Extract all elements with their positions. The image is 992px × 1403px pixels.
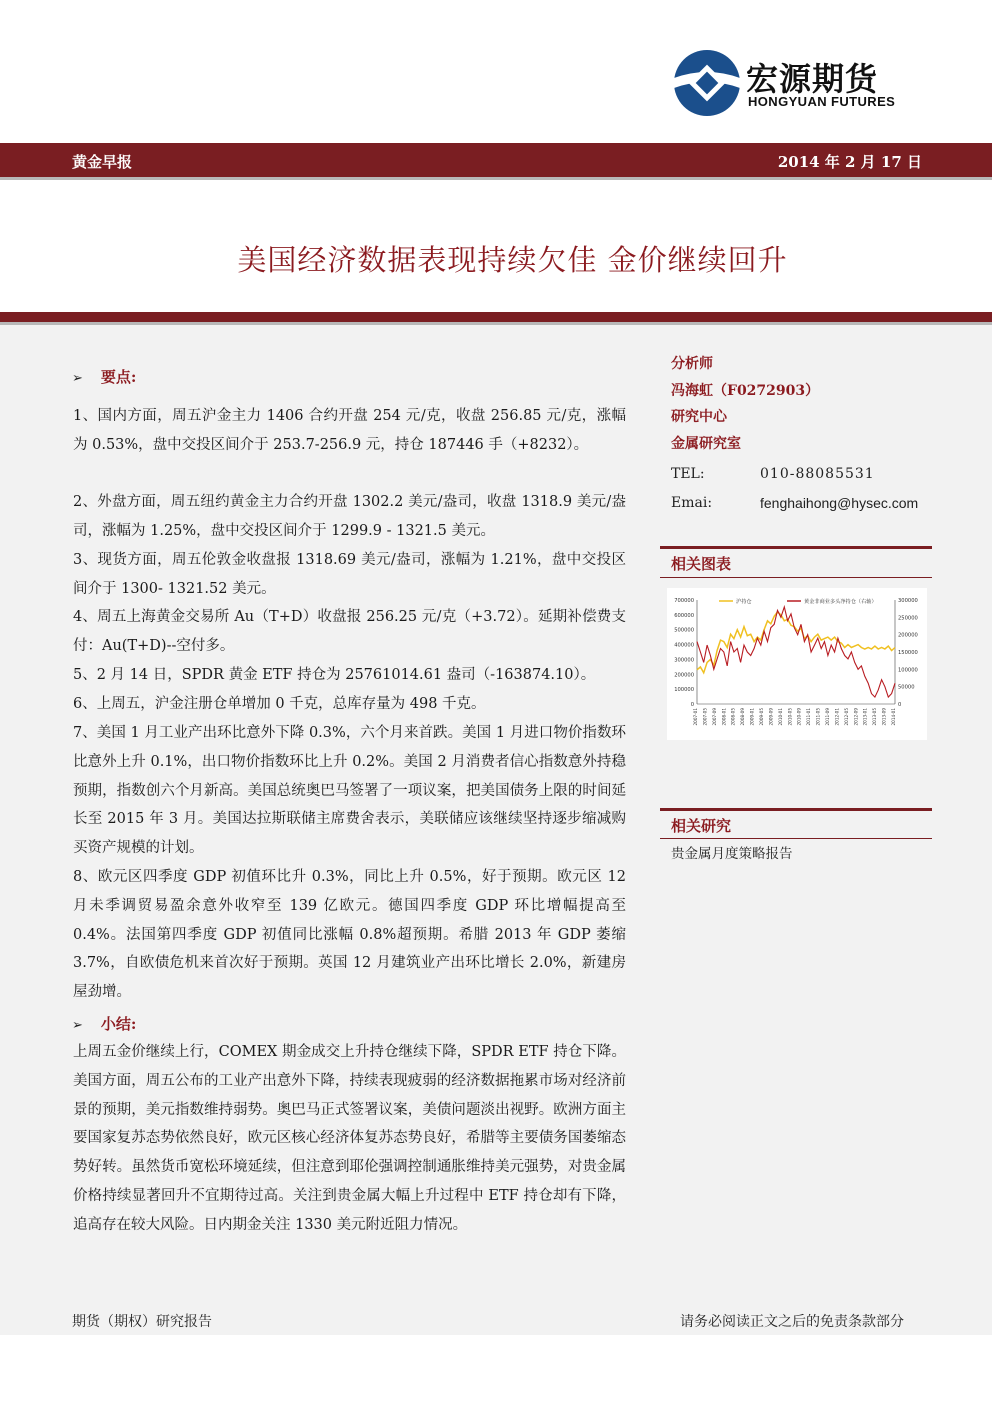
y-right-tick-label: 50000 xyxy=(898,684,915,691)
x-tick-label: 2009-05 xyxy=(759,708,764,726)
legend-label-1: 沪持仓 xyxy=(736,599,752,605)
y-left-tick-label: 400000 xyxy=(674,642,694,649)
x-tick-label: 2010-01 xyxy=(777,708,783,726)
x-tick-label: 2009-09 xyxy=(768,708,774,726)
x-tick-label: 2008-05 xyxy=(730,708,736,726)
x-tick-label: 2012-09 xyxy=(853,708,859,726)
chart-box-rule xyxy=(660,577,932,578)
x-tick-label: 2013-01 xyxy=(862,708,868,726)
chart-box-rule xyxy=(660,546,932,549)
x-tick-label: 2010-05 xyxy=(787,708,793,726)
y-right-tick-label: 0 xyxy=(898,702,902,708)
x-tick-label: 2011-01 xyxy=(806,708,812,726)
hongyuan-logo-icon xyxy=(672,48,742,118)
y-left-tick-label: 600000 xyxy=(674,612,694,619)
x-tick-label: 2008-09 xyxy=(740,708,746,726)
related-charts-heading: 相关图表 xyxy=(671,555,732,573)
x-tick-label: 2014-01 xyxy=(891,708,896,726)
footer-report-type: 期货（期权）研究报告 xyxy=(72,1314,212,1330)
tel-label: TEL: xyxy=(671,466,705,482)
y-right-tick-label: 200000 xyxy=(898,632,918,639)
legend-label-2: 黄金非商业多头净持仓（右轴） xyxy=(804,599,877,605)
y-right-tick-label: 250000 xyxy=(898,615,918,622)
footer-disclaimer-note: 请务必阅读正文之后的免责条款部分 xyxy=(680,1314,904,1330)
arrow-bullet-icon: ➢ xyxy=(72,1018,83,1033)
x-tick-label: 2008-01 xyxy=(721,708,727,726)
arrow-bullet-icon: ➢ xyxy=(72,371,83,386)
x-tick-label: 2012-01 xyxy=(834,708,840,726)
y-left-tick-label: 100000 xyxy=(674,687,694,694)
key-point-item: 3、现货方面，周五伦敦金收盘报 1318.69 美元/盎司，涨幅为 1.21%，盘中交投区间介于 1300- 1321.52 美元。 xyxy=(73,552,626,597)
x-tick-label: 2010-09 xyxy=(796,708,802,726)
summary-heading xyxy=(72,1013,136,1034)
key-point-item: 1、国内方面，周五沪金主力 1406 合约开盘 254 元/克，收盘 256.85 元/克，涨幅为 0.53%，盘中交投区间介于 253.7-256.9 元，持仓 187446 手（+8232）。 xyxy=(73,408,626,453)
key-point-item: 8、欧元区四季度 GDP 初值环比升 0.3%，同比上升 0.5%，好于预期。欧元区 12 月未季调贸易盈余意外收窄至 139 亿欧元。德国四季度 GDP 环比增幅提高至 0.4%。法国第四季度 GDP 初值同比涨幅 0.8%超预期。希腊 2013 年 GDP 萎缩 3.7%，自欧债危机来首次好于预期。英国 12 月建筑业产出环比增长 2.0%，新建房屋劲增。 xyxy=(73,869,626,1001)
key-point-item: 7、美国 1 月工业产出环比意外下降 0.3%，六个月来首跌。美国 1 月进口物价指数环比意外上升 0.1%，出口物价指数环比上升 0.2%。美国 2 月消费者信心指数意外持稳预期，指数创六个月新高。美国总统奥巴马签署了一项议案，把美国债务上限的时间延长至 2015 年 3 月。美国达拉斯联储主席费舍表示，美联储应该继续坚持逐步缩减购买资产规模的计划。 xyxy=(73,725,626,857)
key-point-item: 2、外盘方面，周五纽约黄金主力合约开盘 1302.2 美元/盎司，收盘 1318.9 美元/盎司，涨幅为 1.25%，盘中交投区间介于 1299.9 - 1321.5 美元。 xyxy=(73,494,626,539)
y-left-tick-label: 200000 xyxy=(674,672,694,679)
analyst-name: 冯海虹（F0272903） xyxy=(671,383,820,399)
tel-value: 010-88085531 xyxy=(760,466,875,482)
research-box-rule xyxy=(660,838,932,839)
report-type: 黄金早报 xyxy=(72,153,133,171)
x-tick-label: 2013-09 xyxy=(881,708,887,726)
y-right-tick-label: 150000 xyxy=(898,650,918,656)
x-tick-label: 2013-05 xyxy=(872,708,878,726)
x-tick-label: 2007-05 xyxy=(702,708,708,726)
summary-heading-label: 小结: xyxy=(100,1015,137,1033)
research-center: 研究中心 xyxy=(671,409,727,425)
analyst-label: 分析师 xyxy=(671,356,713,372)
brand-name-cn: 宏源期货 xyxy=(746,60,879,98)
email-label: Emai: xyxy=(671,495,713,511)
y-right-tick-label: 300000 xyxy=(898,598,918,604)
y-left-tick-label: 0 xyxy=(690,702,694,708)
holdings-line-chart xyxy=(667,588,927,740)
x-tick-label: 2007-09 xyxy=(711,708,717,726)
y-left-tick-label: 500000 xyxy=(674,627,694,634)
key-point-item: 6、上周五，沪金注册仓单增加 0 千克，总库存量为 498 千克。 xyxy=(73,696,486,712)
related-research-link[interactable]: 贵金属月度策略报告 xyxy=(671,846,793,862)
summary-text: 上周五金价继续上行，COMEX 期金成交上升持仓继续下降，SPDR ETF 持仓下降。美国方面，周五公布的工业产出意外下降，持续表现疲弱的经济数据拖累市场对经济前景的预期，美元指数维持弱势。奥巴马正式签署议案，美债问题淡出视野。欧洲方面主要国家复苏态势依然良好，欧元区核心经济体复苏态势良好，希腊等主要债务国萎缩态势好转。虽然货币宽松环境延续，但注意到耶伦强调控制通胀维持美元强势，对贵金属价格持续显著回升不宜期待过高。关注到贵金属大幅上升过程中 ETF 持仓却有下降，追高存在较大风险。日内期金关注 1330 美元附近阻力情况。 xyxy=(73,1044,626,1233)
department: 金属研究室 xyxy=(671,436,741,452)
key-point-item: 5、2 月 14 日，SPDR 黄金 ETF 持仓为 25761014.61 盎司（-163874.10）。 xyxy=(73,667,596,683)
report-date: 2014 年 2 月 17 日 xyxy=(777,153,922,171)
brand-name-en: HONGYUAN FUTURES xyxy=(748,94,896,109)
key-points-heading-label: 要点: xyxy=(100,368,137,386)
x-tick-label: 2011-09 xyxy=(825,708,830,726)
title-divider xyxy=(0,312,992,322)
x-tick-label: 2009-01 xyxy=(749,708,755,726)
research-box-rule xyxy=(660,808,932,811)
company-logo xyxy=(672,48,922,118)
x-tick-label: 2011-05 xyxy=(815,708,821,726)
x-tick-label: 2012-05 xyxy=(843,708,849,726)
related-research-heading: 相关研究 xyxy=(671,817,732,835)
series-line-2 xyxy=(697,607,895,697)
y-right-tick-label: 100000 xyxy=(898,667,918,674)
key-point-item: 4、周五上海黄金交易所 Au（T+D）收盘报 256.25 元/克（+3.72）。延期补偿费支付：Au(T+D)--空付多。 xyxy=(73,609,626,654)
chart-panel xyxy=(667,588,927,740)
x-tick-label: 2007-01 xyxy=(693,708,698,726)
page-title: 美国经济数据表现持续欠佳 金价继续回升 xyxy=(237,243,788,277)
header-bar-shadow xyxy=(0,177,992,180)
email-link[interactable]: fenghaihong@hysec.com xyxy=(760,495,919,511)
y-left-tick-label: 300000 xyxy=(674,657,694,664)
y-left-tick-label: 700000 xyxy=(674,598,694,604)
key-points-heading xyxy=(72,366,136,387)
